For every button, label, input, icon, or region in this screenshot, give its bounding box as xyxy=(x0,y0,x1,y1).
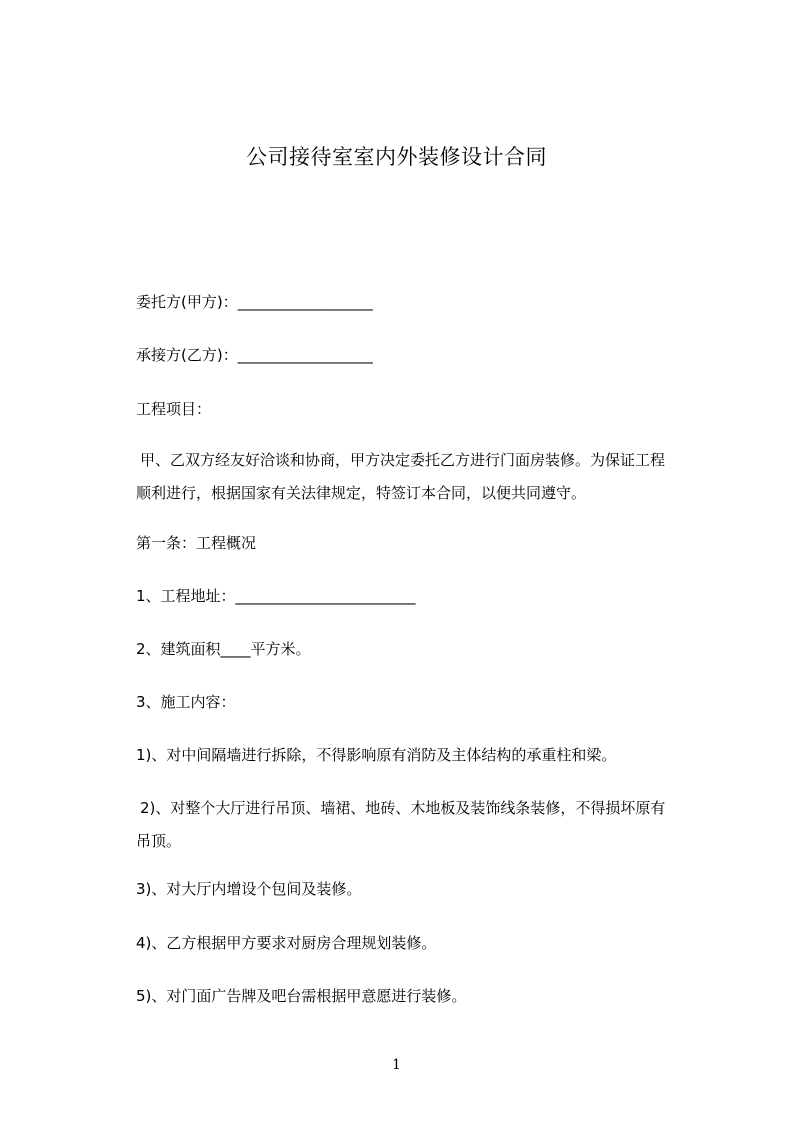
item-2-prefix: 2、建筑面积 xyxy=(136,640,221,658)
project-line xyxy=(136,398,211,420)
document-title: 公司接待室室内外装修设计合同 xyxy=(246,145,547,169)
item-1-label: 1、工程地址： xyxy=(136,587,236,605)
party-a-line xyxy=(136,291,373,313)
project-label: 工程项目： xyxy=(136,400,212,418)
sub-item-2-line-2: 吊顶。 xyxy=(136,832,182,850)
sub-item-2 xyxy=(136,792,708,858)
sub-item-5: 5)、对门面广告牌及吧台需根据甲意愿进行装修。 xyxy=(136,987,467,1005)
sub-item-3: 3)、对大厅内增设个包间及装修。 xyxy=(136,880,362,898)
party-b-blank: __________________ xyxy=(237,346,373,364)
party-a-blank: __________________ xyxy=(237,293,373,311)
page-number: 1 xyxy=(392,1057,401,1073)
sub-item-2-line-1: 2)、对整个大厅进行吊顶、墙裙、地砖、木地板及装饰线条装修，不得损坏原有 xyxy=(140,799,666,817)
intro-paragraph xyxy=(136,444,708,510)
sub-item-1: 1)、对中间隔墙进行拆除，不得影响原有消防及主体结构的承重柱和梁。 xyxy=(136,746,617,764)
intro-line-2: 顺利进行，根据国家有关法律规定，特签订本合同，以便共同遵守。 xyxy=(136,484,587,502)
article-1-heading: 第一条：工程概况 xyxy=(136,534,257,552)
party-b-label: 承接方(乙方)： xyxy=(136,346,238,364)
sub-item-4: 4)、乙方根据甲方要求对厨房合理规划装修。 xyxy=(136,934,437,952)
item-1-blank: ________________________ xyxy=(235,587,416,605)
party-b-line xyxy=(136,344,373,366)
item-2-area xyxy=(136,638,311,660)
item-2-blank: ____ xyxy=(220,640,251,658)
item-3-content: 3、施工内容： xyxy=(136,693,236,711)
item-2-suffix: 平方米。 xyxy=(250,640,311,658)
party-a-label: 委托方(甲方)： xyxy=(136,293,238,311)
item-1-address xyxy=(136,585,416,607)
intro-line-1: 甲、乙双方经友好洽谈和协商，甲方决定委托乙方进行门面房装修。为保证工程 xyxy=(140,451,666,469)
